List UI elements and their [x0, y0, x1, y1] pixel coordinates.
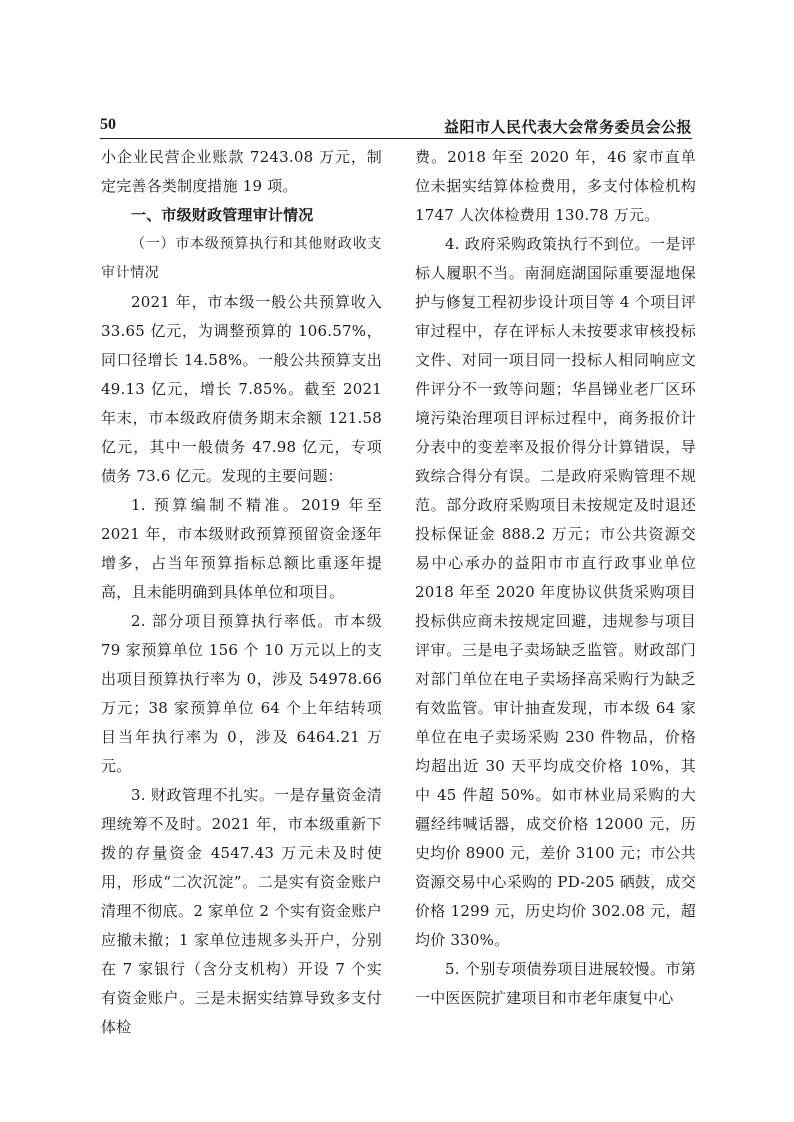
- paragraph-item-4: 4. 政府采购政策执行不到位。一是评标人履职不当。南洞庭湖国际重要湿地保护与修复工程初步设计项目等 4 个项目评审过程中，存在评标人未按要求审核投标文件、对同一项目同一投标人相同响应文件评分不一致等问题；华昌锑业老厂区环境污染治理项目评标过程中，商务报价计分表中的变差率及报价得分计算错误，导致综合得分有误。二是政府采购管理不规范。部分政府采购项目未按规定及时退还投标保证金 888.2 万元；市公共资源交易中心承办的益阳市市直行政事业单位 2018 年至 2020 年度协议供货采购项目投标供应商未按规定回避，违规参与项目评审。三是电子卖场缺乏监管。财政部门对部门单位在电子卖场择高采购行为缺乏有效监管。审计抽查发现，市本级 64 家单位在电子卖场采购 230 件物品，价格均超出近 30 天平均成交价格 10%，其中 45 件超 50%。如市林业局采购的大疆经纬喊话器，成交价格 12000 元，历史均价 8900 元，差价 3100 元；市公共资源交易中心采购的 PD-205 硒鼓，成交价格 1299 元，历史均价 302.08 元，超均价 330%。: [415, 235, 696, 949]
- page-number: 50: [100, 116, 116, 133]
- paragraph-continued: 小企业民营企业账款 7243.08 万元，制定完善各类制度措施 19 项。: [101, 148, 382, 195]
- journal-title: 益阳市人民代表大会常务委员会公报: [443, 118, 692, 136]
- subsection-heading: （一）市本级预算执行和其他财政收支审计情况: [101, 236, 382, 281]
- paragraph-budget-summary: 2021 年，市本级一般公共预算收入 33.65 亿元，为调整预算的 106.57%，同口径增长 14.58%。一般公共预算支出 49.13 亿元，增长 7.85%。截至 2021 年末，市本级政府债务期末余额 121.58 亿元，其中一般债务 47.98 亿元，专项债务 73.6 亿元。发现的主要问题：: [101, 293, 382, 485]
- paragraph-item-2: 2. 部分项目预算执行率低。市本级 79 家预算单位 156 个 10 万元以上的支出项目预算执行率为 0，涉及 54978.66 万元；38 家预算单位 64 个上年结转项目当年执行率为 0，涉及 6464.21 万元。: [101, 612, 382, 775]
- section-heading: 一、市级财政管理审计情况: [131, 206, 314, 224]
- paragraph-item-5: 5. 个别专项债券项目进展较慢。市第一中医医院扩建项目和市老年康复中心: [415, 960, 696, 1007]
- right-column: [415, 143, 696, 1013]
- paragraph-item-3: 3. 财政管理不扎实。一是存量资金清理统筹不及时。2021 年，市本级重新下拨的存量资金 4547.43 万元未及时使用，形成“二次沉淀”。二是实有资金账户清理不彻底。2 家单位 2 个实有资金账户应撤未撤；1 家单位违规多头开户，分别在 7 家银行（含分支机构）开设 7 个实有资金账户。三是未据实结算导致多支付体检: [101, 786, 382, 1036]
- page-header: [100, 114, 692, 139]
- paragraph-item-1: 1. 预算编制不精准。2019 年至 2021 年，市本级财政预算预留资金逐年增多，占当年预算指标总额比重逐年提高，且未能明确到具体单位和项目。: [101, 496, 382, 601]
- paragraph-continued-right: 费。2018 年至 2020 年，46 家市直单位未据实结算体检费用，多支付体检机构 1747 人次体检费用 130.78 万元。: [415, 148, 696, 224]
- left-column: [101, 143, 382, 1042]
